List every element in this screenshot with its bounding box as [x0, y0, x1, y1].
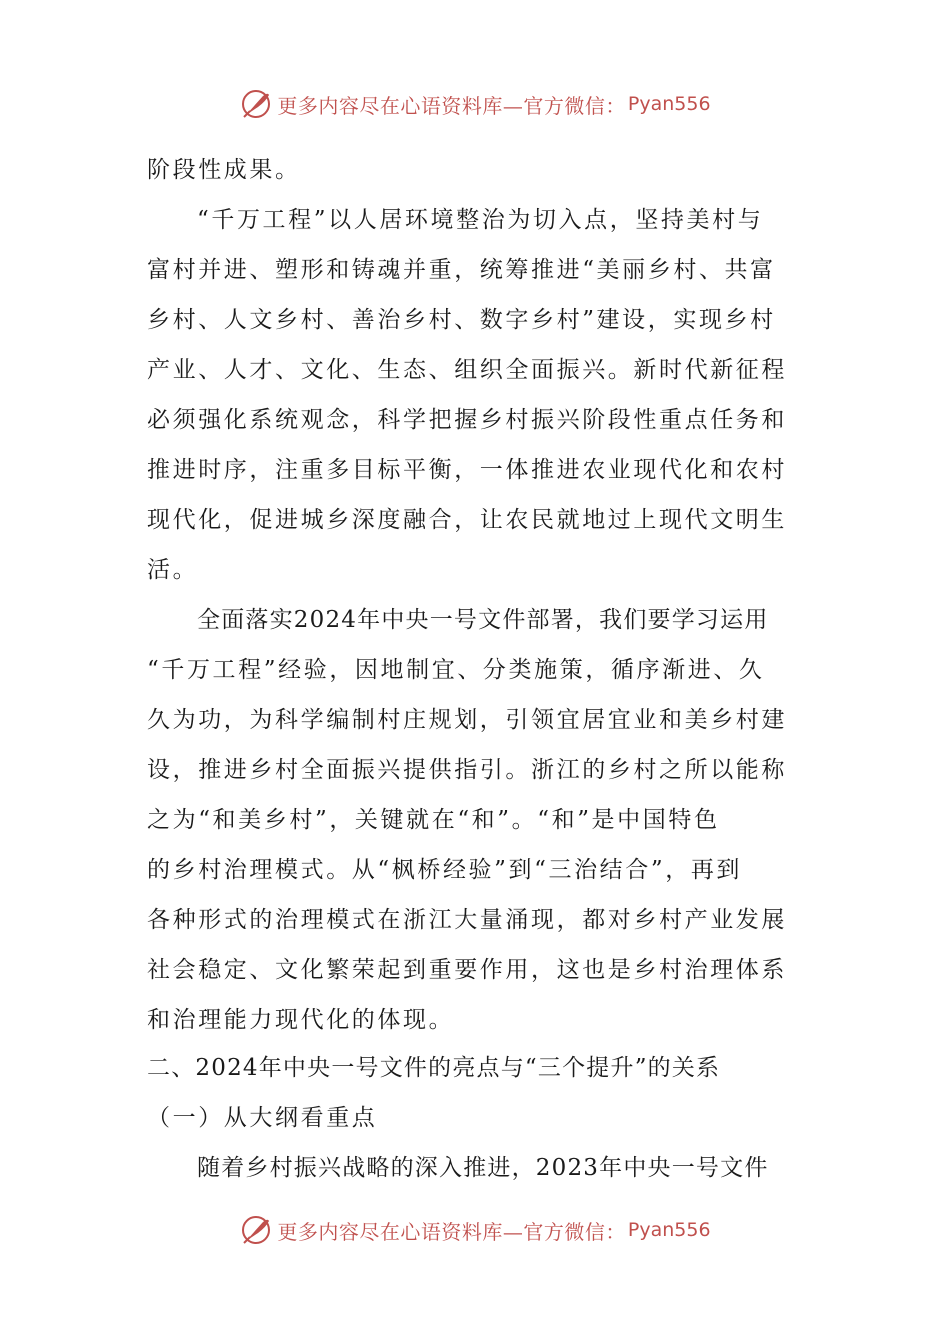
text-line: 设，推进乡村全面振兴提供指引。浙江的乡村之所以能称 — [147, 757, 787, 783]
text-line: 推进时序，注重多目标平衡，一体推进农业现代化和农村 — [147, 457, 787, 483]
text-line: “千万工程”经验，因地制宜、分类施策，循序渐进、久 — [147, 657, 765, 683]
text-line: 各种形式的治理模式在浙江大量涌现，都对乡村产业发展 — [147, 907, 787, 933]
quill-pen-logo-icon — [239, 87, 273, 121]
text-line: 乡村、人文乡村、善治乡村、数字乡村”建设，实现乡村 — [147, 307, 776, 333]
footer-watermark — [0, 1210, 950, 1250]
text-line: 产业、人才、文化、生态、组织全面振兴。新时代新征程 — [147, 357, 787, 383]
text-line: 和治理能力现代化的体现。 — [147, 1007, 455, 1033]
text-line: 阶段性成果。 — [147, 157, 301, 183]
text-line: 之为“和美乡村”，关键就在“和”。“和”是中国特色 — [147, 807, 720, 833]
watermark-text: 更多内容尽在心语资料库—官方微信： — [277, 1219, 626, 1244]
text-line: 久为功，为科学编制村庄规划，引领宜居宜业和美乡村建 — [147, 707, 787, 733]
text-line: “千万工程”以人居环境整治为切入点，坚持美村与 — [197, 207, 764, 233]
subsection-heading: （一）从大纲看重点 — [147, 1105, 378, 1131]
text-line: 必须强化系统观念，科学把握乡村振兴阶段性重点任务和 — [147, 407, 787, 433]
text-line: 活。 — [147, 557, 199, 583]
text-line: 富村并进、塑形和铸魂并重，统筹推进“美丽乡村、共富 — [147, 257, 776, 283]
text-line: 的乡村治理模式。从“枫桥经验”到“三治结合”，再到 — [147, 857, 743, 883]
watermark-text: 更多内容尽在心语资料库—官方微信： — [277, 93, 626, 118]
text-line: 社会稳定、文化繁荣起到重要作用，这也是乡村治理体系 — [147, 957, 787, 983]
text-line: 现代化，促进城乡深度融合，让农民就地过上现代文明生 — [147, 507, 787, 533]
quill-pen-logo-icon — [239, 1213, 273, 1247]
watermark-handle: Pyan556 — [627, 1219, 711, 1241]
section-heading: 二、2024年中央一号文件的亮点与“三个提升”的关系 — [147, 1055, 721, 1081]
watermark-handle: Pyan556 — [627, 93, 711, 115]
text-line: 全面落实2024年中央一号文件部署，我们要学习运用 — [197, 607, 769, 633]
header-watermark — [0, 84, 950, 124]
text-line: 随着乡村振兴战略的深入推进，2023年中央一号文件 — [197, 1155, 769, 1181]
